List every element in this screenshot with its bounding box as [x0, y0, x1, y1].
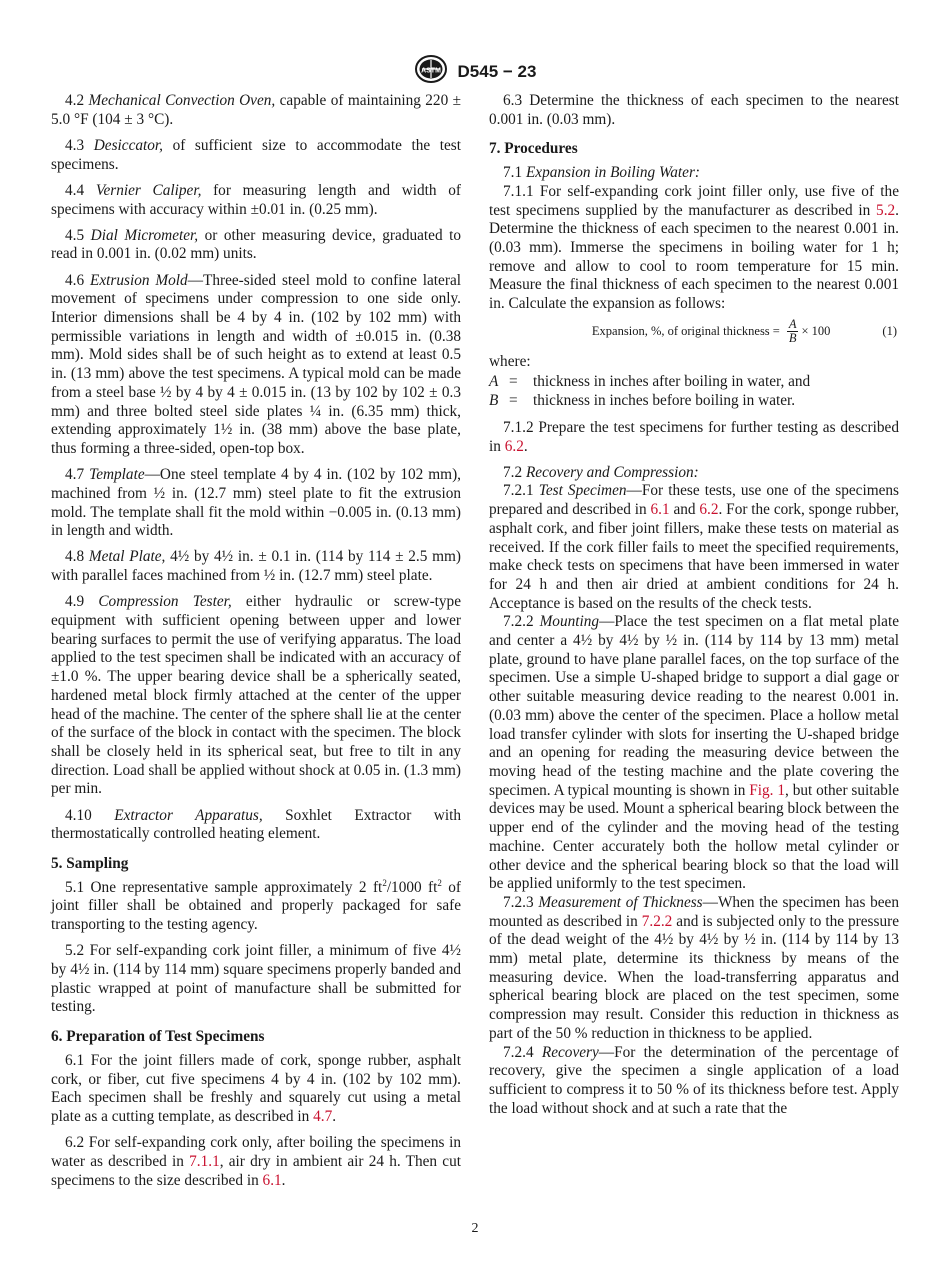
section-5-1: 5.1 One representative sample approximately 2 $ft^2/1000$ $ft^2$ of joint filler shall be obtained and properly packaged for safe transporting to the testing agency.	[51, 877, 461, 934]
section-7-2: 7.2 Recovery and Compression:	[503, 463, 699, 481]
section-7-2-4: 7.2.4 Recovery—For the determination of the percentage of recovery, give the specimen a single application of a load sufficient to compress it to 50 % of its thickness before test. Apply the load without shock and at such a rate that the	[489, 1043, 900, 1117]
astm-logo-icon	[414, 54, 448, 89]
equation-multiplier: × 100	[801, 323, 831, 338]
section-4-8: 4.8 Metal Plate, 4½ by 4½ in. ± 0.1 in. (114 by 114 ± 2.5 mm) with parallel faces machined from ½ in. (12.7 mm) steel plate.	[51, 548, 461, 585]
left-column	[51, 92, 461, 1198]
page-number: 2	[471, 1221, 479, 1236]
ref-7-1-1-link[interactable]: 7.1.1	[189, 1152, 220, 1170]
section-6-3: 6.3 Determine the thickness of each specimen to the nearest 0.001 in. (0.03 mm).	[489, 92, 899, 128]
equation-number: (1)	[882, 323, 897, 338]
equation-fraction: $\frac{A}{B}$	[788, 316, 797, 345]
ref-6-2-link[interactable]: 6.2	[504, 437, 524, 455]
ref-fig-1-link[interactable]: Fig. 1	[749, 781, 786, 799]
document-designation: D545 − 23	[457, 61, 537, 81]
ref-7-2-2-link[interactable]: 7.2.2	[641, 912, 673, 930]
section-4-6: 4.6 Extrusion Mold—Three-sided steel mold to confine lateral movement of specimens under compression to one side only. Interior dimensions shall be 4 by 4 in. (102 by 102 mm) with permissible variations in length and width of ±0.015 in. (0.38 mm). Mold sides shall be of such height as to extend at least 0.5 in. (13 mm) above the test specimens. A typical mold can be made from a steel base ½ by 4 by 4 ± 0.015 in. (13 by 102 by 102 ± 0.3 mm) and three bolted steel side plates ¼ in. (6.35 mm) thick, extending approximately 1½ in. (38 mm) above the base plate, thus forming a three-sided, open-top box.	[51, 271, 461, 457]
section-4-3: 4.3 Desiccator, of sufficient size to accommodate the test specimens.	[51, 136, 461, 173]
equation-label: Expansion, %, of original thickness =	[591, 323, 780, 338]
heading-sampling: 5. Sampling	[51, 855, 129, 873]
definition-a: A = thickness in inches after boiling in water, and	[489, 373, 811, 391]
ref-6-2-link[interactable]: 6.2	[699, 501, 719, 519]
section-4-5: 4.5 Dial Micrometer, or other measuring device, graduated to read in 0.001 in. (0.02 mm) units.	[51, 226, 461, 263]
section-7-1-1: 7.1.1 For self-expanding cork joint filler only, use five of the test specimens supplied by the manufacturer as described in 5.2. Determine the thickness of each specimen to the nearest 0.001 in. (0.03 mm). Immerse the specimens in boiling water for 1 h; remove and allow to cool to room temperature for 15 min. Measure the final thickness of each specimen to the nearest 0.001 in. Calculate the expansion as follows:	[489, 182, 899, 313]
equation-1	[489, 318, 899, 345]
section-4-9: 4.9 Compression Tester, either hydraulic or screw-type equipment with sufficient opening between upper and lower bearing surfaces to permit the use of verifying apparatus. The load applied to the test specimen shall be indicated with an accuracy of ±1.0 %. The upper bearing device shall be a spherically seated, hardened metal block firmly attached at the center of the upper head of the machine. The center of the sphere shall lie at the center of the surface of the block in contact with the specimen. The block shall be closely held in its spherical seat, but free to tilt in any direction. Load shall be applied without shock at 0.05 in. (1.3 mm) per min.	[51, 593, 461, 798]
where-label: where:	[489, 352, 531, 370]
section-4-4: 4.4 Vernier Caliper, for measuring length and width of specimens with accuracy within ±0.01 in. (0.25 mm).	[51, 181, 461, 218]
section-4-10: 4.10 Extractor Apparatus, Soxhlet Extractor with thermostatically controlled heating element.	[51, 806, 461, 843]
definition-b: B = thickness in inches before boiling in water.	[489, 392, 796, 410]
section-7-2-1: 7.2.1 Test Specimen—For these tests, use one of the specimens prepared and described in 6.1 and 6.2. For the cork, sponge rubber, asphalt cork, and fiber joint fillers, make these tests on material as received. If the cork filler fails to meet the specified requirements, make check tests on specimens that have been immersed in water for 24 h and then air dried at ambient conditions for 24 h. Acceptance is based on the results of the check tests.	[489, 482, 899, 612]
ref-5-2-link[interactable]: 5.2	[876, 201, 896, 219]
ref-4-7-link[interactable]: 4.7	[313, 1107, 333, 1125]
section-4-2: 4.2 Mechanical Convection Oven, capable of maintaining 220 ± 5.0 °F (104 ± 3 °C).	[51, 92, 461, 128]
section-4-7: 4.7 Template—One steel template 4 by 4 in. (102 by 102 mm), machined from ½ in. (12.7 mm) steel plate to fit the extrusion mold. The template shall fit the mold within −0.005 in. (0.13 mm) in length and width.	[51, 466, 461, 540]
heading-procedures: 7. Procedures	[489, 140, 578, 158]
section-6-1: 6.1 For the joint fillers made of cork, sponge rubber, asphalt cork, or fiber, cut five specimens 4 by 4 in. (102 by 102 mm). Each specimen shall be freshly and squarely cut using a metal plate as a cutting template, as described in 4.7.	[51, 1051, 461, 1125]
section-5-2: 5.2 For self-expanding cork joint filler, a minimum of five 4½ by 4½ in. (114 by 114 mm) square specimens properly banded and plastic wrapped at point of manufacture shall be submitted for testing.	[51, 942, 461, 1016]
ref-6-1-link[interactable]: 6.1	[650, 501, 670, 519]
svg-text:ASTM: ASTM	[420, 67, 441, 75]
section-7-2-2: 7.2.2 Mounting—Place the test specimen on a flat metal plate and center a 4½ by 4½ by ½ in. (114 by 114 by 13 mm) metal plate, ground to have plane parallel faces, on the top surface of the specimen. Use a simple U-shaped bridge to support a dial gage or other suitable measuring device reading to the nearest 0.001 in. (0.03 mm) above the center of the specimen. Place a hollow metal load transfer cylinder with slots for inserting the U-shaped bridge and an opening for reading the measuring device between the moving head of the testing machine and the plate covering the specimen. A typical mounting is shown in Fig. 1, but other suitable devices may be used. Mount a spherical bearing block between the upper end of the cylinder and the moving head of the testing machine. Center accurately both the hollow metal cylinder or other device and the spherical bearing block so that the load will be applied uniformly to the test specimen.	[489, 613, 900, 893]
page-header	[0, 54, 950, 89]
section-6-2: 6.2 For self-expanding cork only, after boiling the specimens in water as described in 7.1.1, air dry in ambient air 24 h. Then cut specimens to the size described in 6.1.	[51, 1134, 461, 1189]
section-7-1: 7.1 Expansion in Boiling Water:	[503, 164, 701, 182]
section-7-1-2: 7.1.2 Prepare the test specimens for further testing as described in 6.2.	[489, 418, 899, 455]
section-7-2-3: 7.2.3 Measurement of Thickness—When the specimen has been mounted as described in 7.2.2 and is subjected only to the pressure of the dead weight of the 4½ by 4½ by ½ in. (114 by 114 by 13 mm) metal plate, determine its thickness by means of the measuring device. When the load-transferring apparatus and spherical bearing block are placed on the test specimen, some compression may result. Consider this reduction in thickness as part of the 50 % reduction in thickness to be applied.	[489, 893, 899, 1042]
heading-preparation: 6. Preparation of Test Specimens	[51, 1028, 265, 1046]
right-column	[489, 92, 899, 1118]
ref-6-1-link[interactable]: 6.1	[262, 1171, 282, 1189]
